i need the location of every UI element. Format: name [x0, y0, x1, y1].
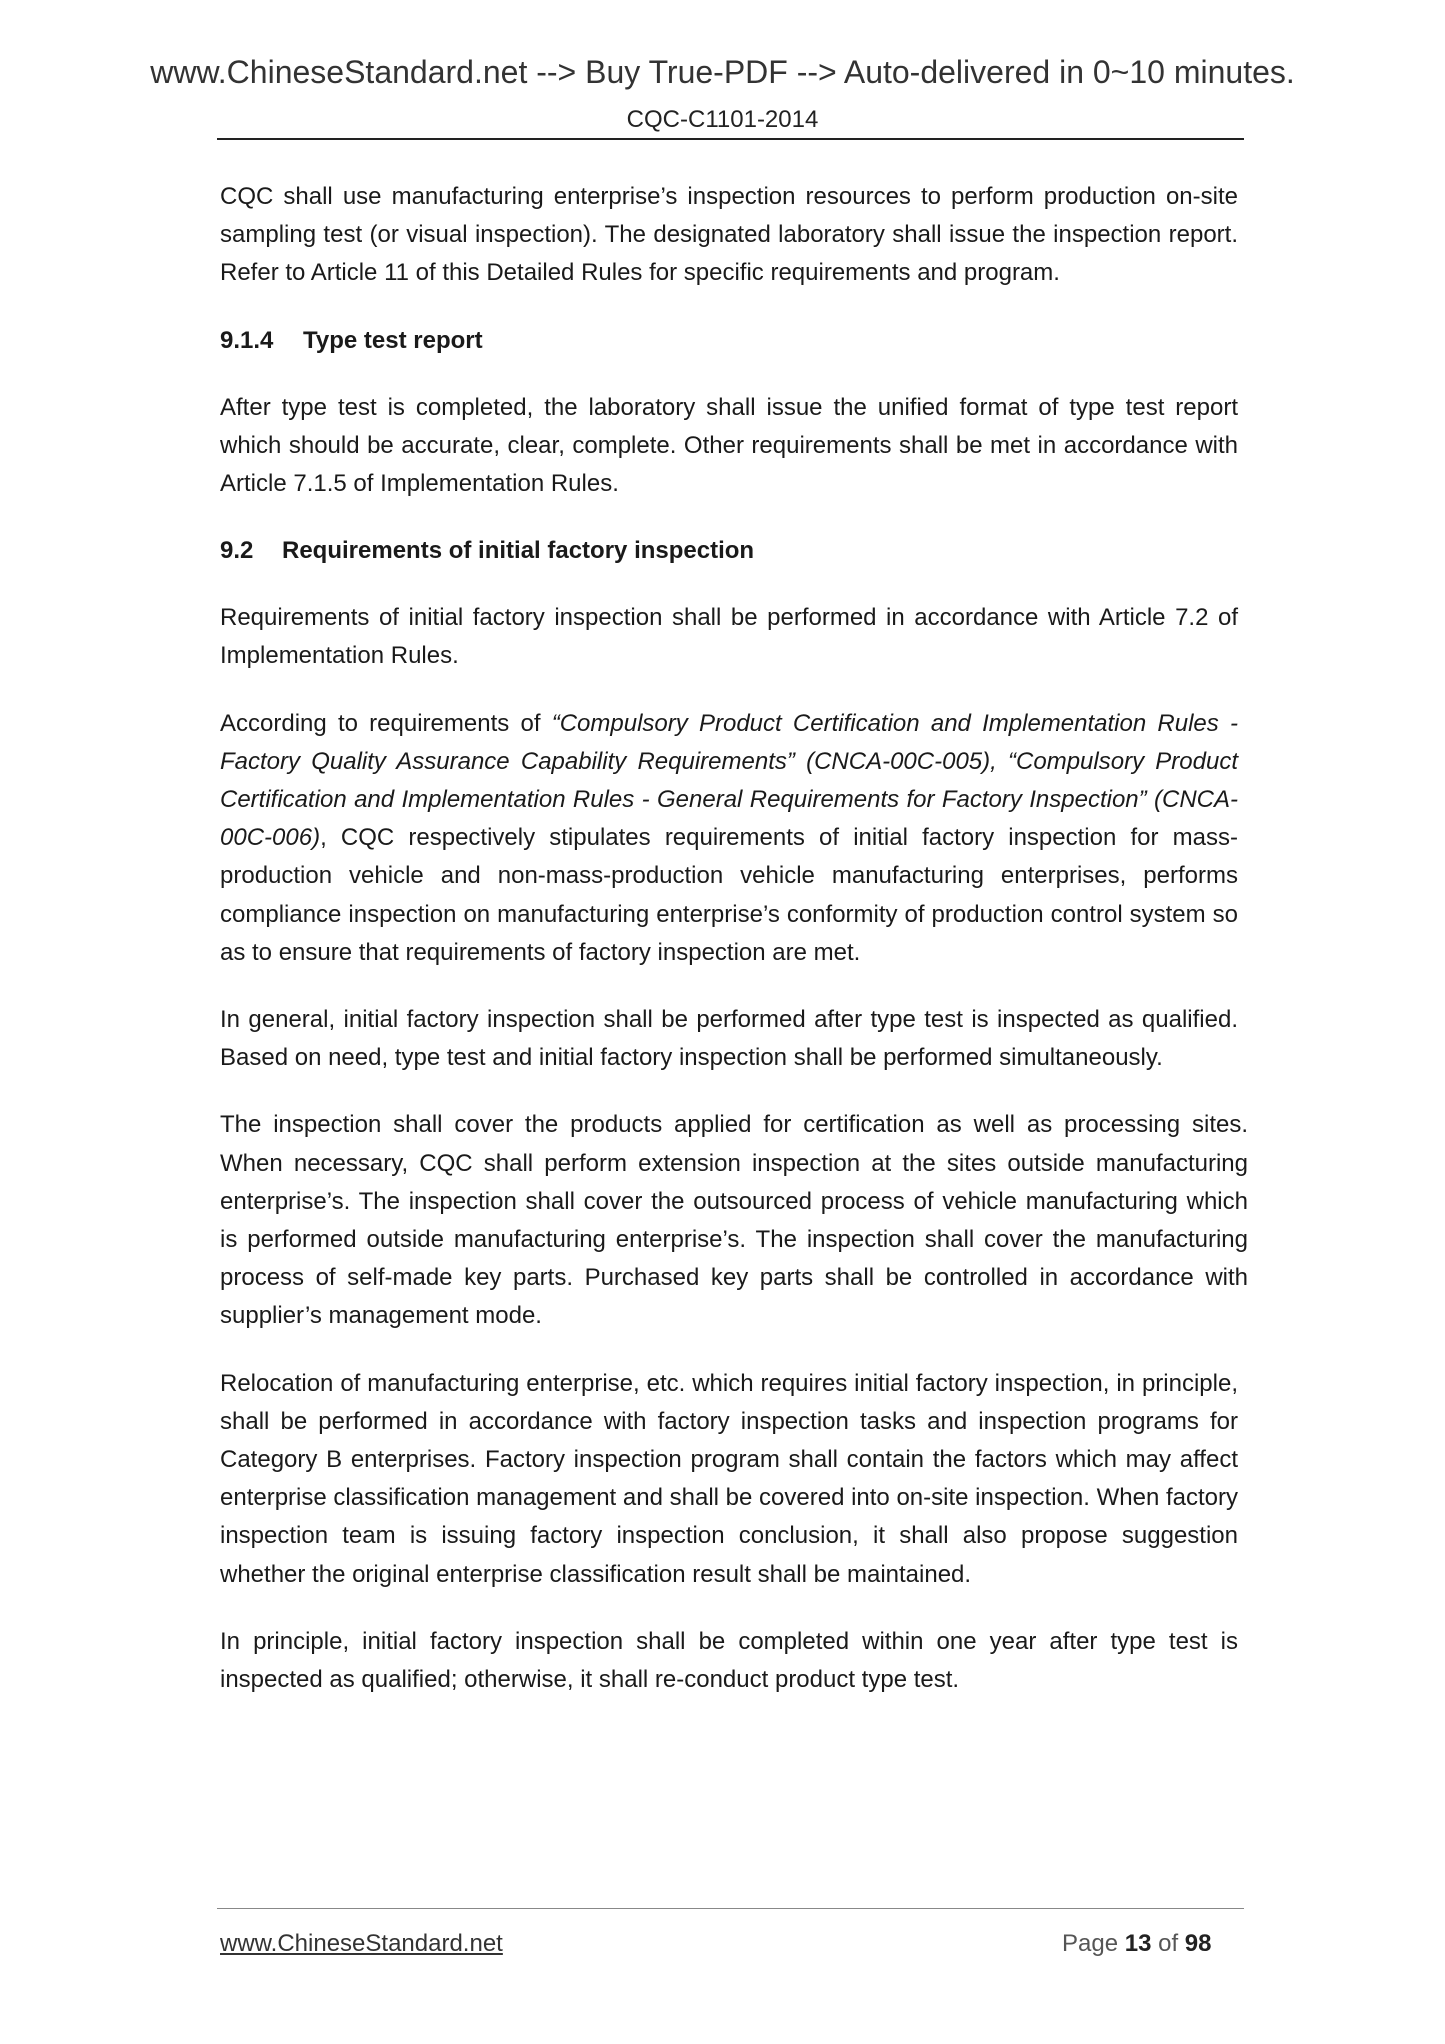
- paragraph-principle: In principle, initial factory inspection shall be completed within one year after type test is inspected as qualified; otherwise, it shall re-conduct product type test.: [220, 1627, 1238, 1694]
- section-heading-9-2: [220, 532, 1238, 570]
- page-number: [1062, 1932, 1212, 1956]
- section-title: Requirements of initial factory inspection: [282, 537, 755, 565]
- according-lead: According to requirements of: [220, 709, 552, 737]
- section-number: 9.1.4: [220, 326, 274, 354]
- section-title: Type test report: [303, 326, 483, 354]
- according-rest: , CQC respectively stipulates requirements of initial factory inspection for mass-production vehicle and non-mass-production vehicle manufacturing enterprises, performs compliance inspection on manufacturing enterprise’s conformity of production control system so as to ensure that requirements of factory inspection are met.: [220, 824, 1238, 966]
- footer-divider: [217, 1908, 1244, 1909]
- document-id: CQC-C1101-2014: [626, 106, 819, 133]
- reference-cnca-00c-006: “Compulsory Product Certification and Implementation Rules - General Requirements for Factory Inspection” (CNCA-00C-006): [220, 747, 1239, 852]
- paragraph-relocation: Relocation of manufacturing enterprise, etc. which requires initial factory inspection, in principle, shall be performed in accordance with factory inspection tasks and inspection programs for Category B enterprises. Factory inspection program shall contain the factors which may affect enterprise classification management and shall be covered into on-site inspection. When factory inspection team is issuing factory inspection conclusion, it shall also propose suggestion whether the original enterprise classification result shall be maintained.: [220, 1369, 1238, 1588]
- paragraph-intro: CQC shall use manufacturing enterprise’s inspection resources to perform production on-site sampling test (or visual inspection). The designated laboratory shall issue the inspection report. Refer to Article 11 of this Detailed Rules for specific requirements and program.: [220, 183, 1238, 287]
- reference-cnca-00c-005: “Compulsory Product Certification and Implementation Rules - Factory Quality Assurance Capability Requirements” (CNCA-00C-005),: [220, 709, 1238, 775]
- page-current: 13: [1124, 1930, 1152, 1957]
- header-divider: [217, 138, 1244, 140]
- paragraph-requirements: Requirements of initial factory inspection shall be performed in accordance with Article 7.2 of Implementation Rules.: [220, 604, 1238, 670]
- section-number: 9.2: [220, 537, 254, 565]
- footer-site-link[interactable]: www.ChineseStandard.net: [220, 1930, 503, 1957]
- paragraph-type-test: After type test is completed, the laboratory shall issue the unified format of type test report which should be accurate, clear, complete. Other requirements shall be met in accordance with Article 7.1.5 of Implementation Rules.: [220, 393, 1238, 498]
- section-heading-9-1-4: [220, 322, 1238, 360]
- according-space: [997, 748, 1008, 775]
- site-banner: www.ChineseStandard.net --> Buy True-PDF --> Auto-delivered in 0~10 minutes.: [150, 54, 1295, 90]
- page-total: 98: [1184, 1930, 1212, 1957]
- page-content: [220, 178, 1248, 1728]
- paragraph-according: [220, 705, 1238, 972]
- paragraph-coverage: The inspection shall cover the products applied for certification as well as processing sites. When necessary, CQC shall perform extension inspection at the sites outside manufacturing enterprise’s. The inspection shall cover the outsourced process of vehicle manufacturing which is performed outside manufacturing enterprise’s. The inspection shall cover the manufacturing process of self-made key parts. Purchased key parts shall be controlled in accordance with supplier’s management mode.: [220, 1111, 1248, 1330]
- page-of: of: [1158, 1930, 1179, 1957]
- paragraph-general: In general, initial factory inspection shall be performed after type test is inspected as qualified. Based on need, type test and initial factory inspection shall be performed simultaneously.: [220, 1006, 1238, 1072]
- page-label: Page: [1062, 1930, 1119, 1957]
